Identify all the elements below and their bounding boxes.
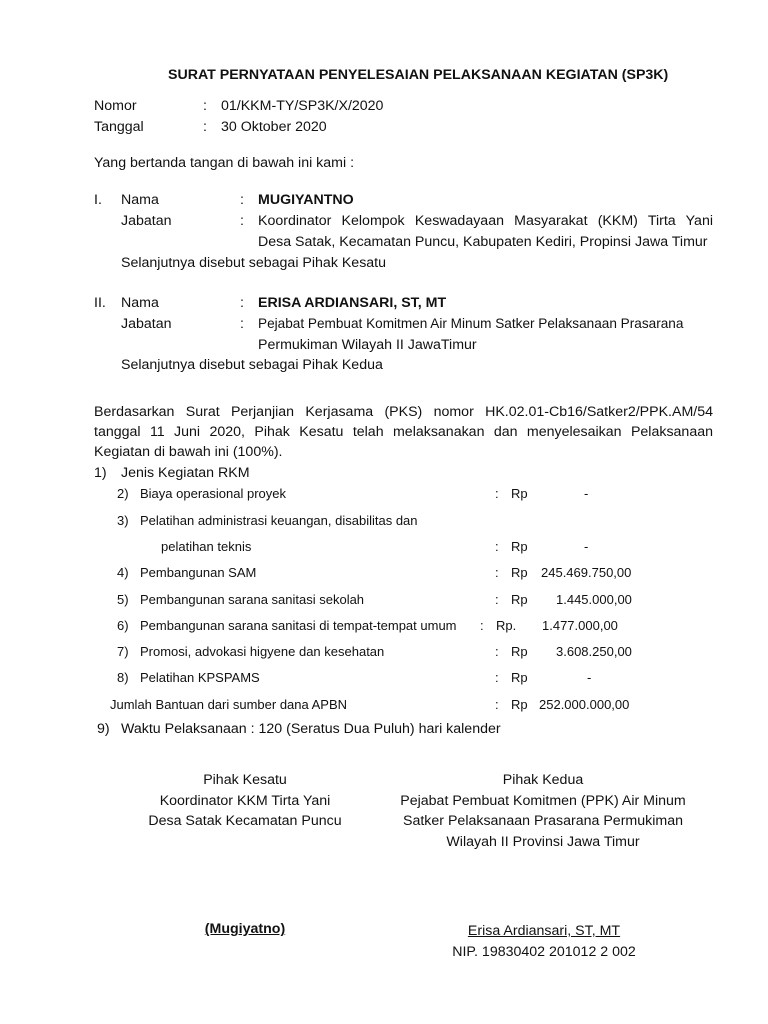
list-item-amount: - bbox=[584, 486, 589, 501]
intro-text: Yang bertanda tangan di bawah ini kami : bbox=[94, 155, 355, 171]
waktu-text: Waktu Pelaksanaan : 120 (Seratus Dua Puluh) hari kalender bbox=[121, 721, 501, 737]
party1-nama-colon: : bbox=[240, 192, 244, 208]
list-item-currency: Rp. bbox=[496, 618, 517, 633]
sign-left-location: Desa Satak Kecamatan Puncu bbox=[148, 813, 342, 829]
sign-right-position: Pejabat Pembuat Komitmen (PPK) Air Minum bbox=[400, 793, 686, 809]
sign-right-nip: NIP. 19830402 201012 2 002 bbox=[452, 944, 636, 960]
list-item-colon: : bbox=[495, 670, 499, 685]
list-item-label: Pembangunan SAM bbox=[140, 565, 257, 580]
total-currency: Rp bbox=[511, 697, 528, 712]
list-item-colon: : bbox=[495, 486, 499, 501]
list-item-amount: 1.445.000,00 bbox=[556, 592, 632, 607]
list-item-label: Pembangunan sarana sanitasi sekolah bbox=[140, 592, 365, 607]
sign-right-role: Pihak Kedua bbox=[502, 772, 584, 788]
party1-nama-value: MUGIYANTNO bbox=[258, 192, 354, 208]
list-item-amount: - bbox=[587, 670, 592, 685]
tanggal-value: 30 Oktober 2020 bbox=[221, 119, 327, 135]
body-paragraph-line3: Kegiatan di bawah ini (100%). bbox=[94, 444, 283, 460]
list-item-colon: : bbox=[480, 618, 484, 633]
list-item-colon: : bbox=[495, 539, 499, 554]
list-item-label: Pelatihan administrasi keuangan, disabilitas dan bbox=[140, 513, 418, 528]
list-item-currency: Rp bbox=[511, 644, 528, 659]
list-item-number: 8) bbox=[117, 670, 129, 685]
list-item-amount: 3.608.250,00 bbox=[556, 644, 632, 659]
list-item-colon: : bbox=[495, 565, 499, 580]
sign-right-name: Erisa Ardiansari, ST, MT bbox=[467, 923, 621, 939]
list-item-number: 7) bbox=[117, 644, 129, 659]
party2-nama-label: Nama bbox=[121, 295, 159, 311]
sign-left-name: (Mugiyatno) bbox=[204, 921, 286, 937]
party1-jabatan-colon: : bbox=[240, 213, 244, 229]
party1-jabatan-label: Jabatan bbox=[121, 213, 172, 229]
list-item-number: 3) bbox=[117, 513, 129, 528]
body-paragraph-line1: Berdasarkan Surat Perjanjian Kerjasama (PKS) nomor HK.02.01-Cb16/Satker2/PPK.AM/54 bbox=[94, 404, 713, 420]
party1-numeral: I. bbox=[94, 192, 102, 208]
nomor-label: Nomor bbox=[94, 98, 137, 114]
list-item-label: Promosi, advokasi higyene dan kesehatan bbox=[140, 644, 385, 659]
party1-nama-label: Nama bbox=[121, 192, 159, 208]
list-item-label: Pelatihan KPSPAMS bbox=[140, 670, 260, 685]
list-item-label-continued: pelatihan teknis bbox=[161, 539, 252, 554]
list-item-number: 6) bbox=[117, 618, 129, 633]
party2-note: Selanjutnya disebut sebagai Pihak Kedua bbox=[121, 357, 383, 373]
list-item-colon: : bbox=[495, 592, 499, 607]
party1-note: Selanjutnya disebut sebagai Pihak Kesatu bbox=[121, 255, 387, 271]
list-item-amount: 245.469.750,00 bbox=[541, 565, 632, 580]
party2-jabatan-label: Jabatan bbox=[121, 316, 172, 332]
party2-nama-value: ERISA ARDIANSARI, ST, MT bbox=[258, 295, 447, 311]
party2-nama-colon: : bbox=[240, 295, 244, 311]
total-label: Jumlah Bantuan dari sumber dana APBN bbox=[110, 697, 348, 712]
jenis-number: 1) bbox=[94, 465, 107, 481]
list-item-label: Biaya operasional proyek bbox=[140, 486, 286, 501]
total-amount: 252.000.000,00 bbox=[539, 697, 630, 712]
list-item-currency: Rp bbox=[511, 539, 528, 554]
nomor-value: 01/KKM-TY/SP3K/X/2020 bbox=[221, 98, 384, 114]
party2-jabatan-line2: Permukiman Wilayah II JawaTimur bbox=[258, 337, 477, 353]
list-item-currency: Rp bbox=[511, 592, 528, 607]
tanggal-label: Tanggal bbox=[94, 119, 144, 135]
sign-left-role: Pihak Kesatu bbox=[203, 772, 287, 788]
list-item-amount: 1.477.000,00 bbox=[542, 618, 618, 633]
tanggal-colon: : bbox=[203, 119, 207, 135]
list-item-currency: Rp bbox=[511, 486, 528, 501]
waktu-number: 9) bbox=[97, 721, 110, 737]
party2-jabatan-colon: : bbox=[240, 316, 244, 332]
party2-numeral: II. bbox=[94, 295, 106, 311]
list-item-currency: Rp bbox=[511, 565, 528, 580]
document-title: SURAT PERNYATAAN PENYELESAIAN PELAKSANAAN KEGIATAN (SP3K) bbox=[168, 67, 669, 83]
body-paragraph-line2: tanggal 11 Juni 2020, Pihak Kesatu telah melaksanakan dan menyelesaikan Pelaksanaan bbox=[94, 424, 713, 440]
list-item-colon: : bbox=[495, 644, 499, 659]
party1-jabatan-line1: Koordinator Kelompok Keswadayaan Masyarakat (KKM) Tirta Yani bbox=[258, 213, 713, 229]
list-item-amount: - bbox=[584, 539, 589, 554]
list-item-number: 2) bbox=[117, 486, 129, 501]
jenis-label: Jenis Kegiatan RKM bbox=[121, 465, 250, 481]
sign-right-region: Wilayah II Provinsi Jawa Timur bbox=[446, 834, 640, 850]
party2-jabatan-line1: Pejabat Pembuat Komitmen Air Minum Satker Pelaksanaan Prasarana bbox=[258, 316, 684, 331]
sign-right-unit: Satker Pelaksanaan Prasarana Permukiman bbox=[403, 813, 683, 829]
total-colon: : bbox=[495, 697, 499, 712]
party1-jabatan-line2: Desa Satak, Kecamatan Puncu, Kabupaten Kediri, Propinsi Jawa Timur bbox=[258, 234, 708, 250]
list-item-label: Pembangunan sarana sanitasi di tempat-tempat umum bbox=[140, 618, 457, 633]
list-item-currency: Rp bbox=[511, 670, 528, 685]
nomor-colon: : bbox=[203, 98, 207, 114]
sign-left-position: Koordinator KKM Tirta Yani bbox=[159, 793, 331, 809]
list-item-number: 5) bbox=[117, 592, 129, 607]
list-item-number: 4) bbox=[117, 565, 129, 580]
